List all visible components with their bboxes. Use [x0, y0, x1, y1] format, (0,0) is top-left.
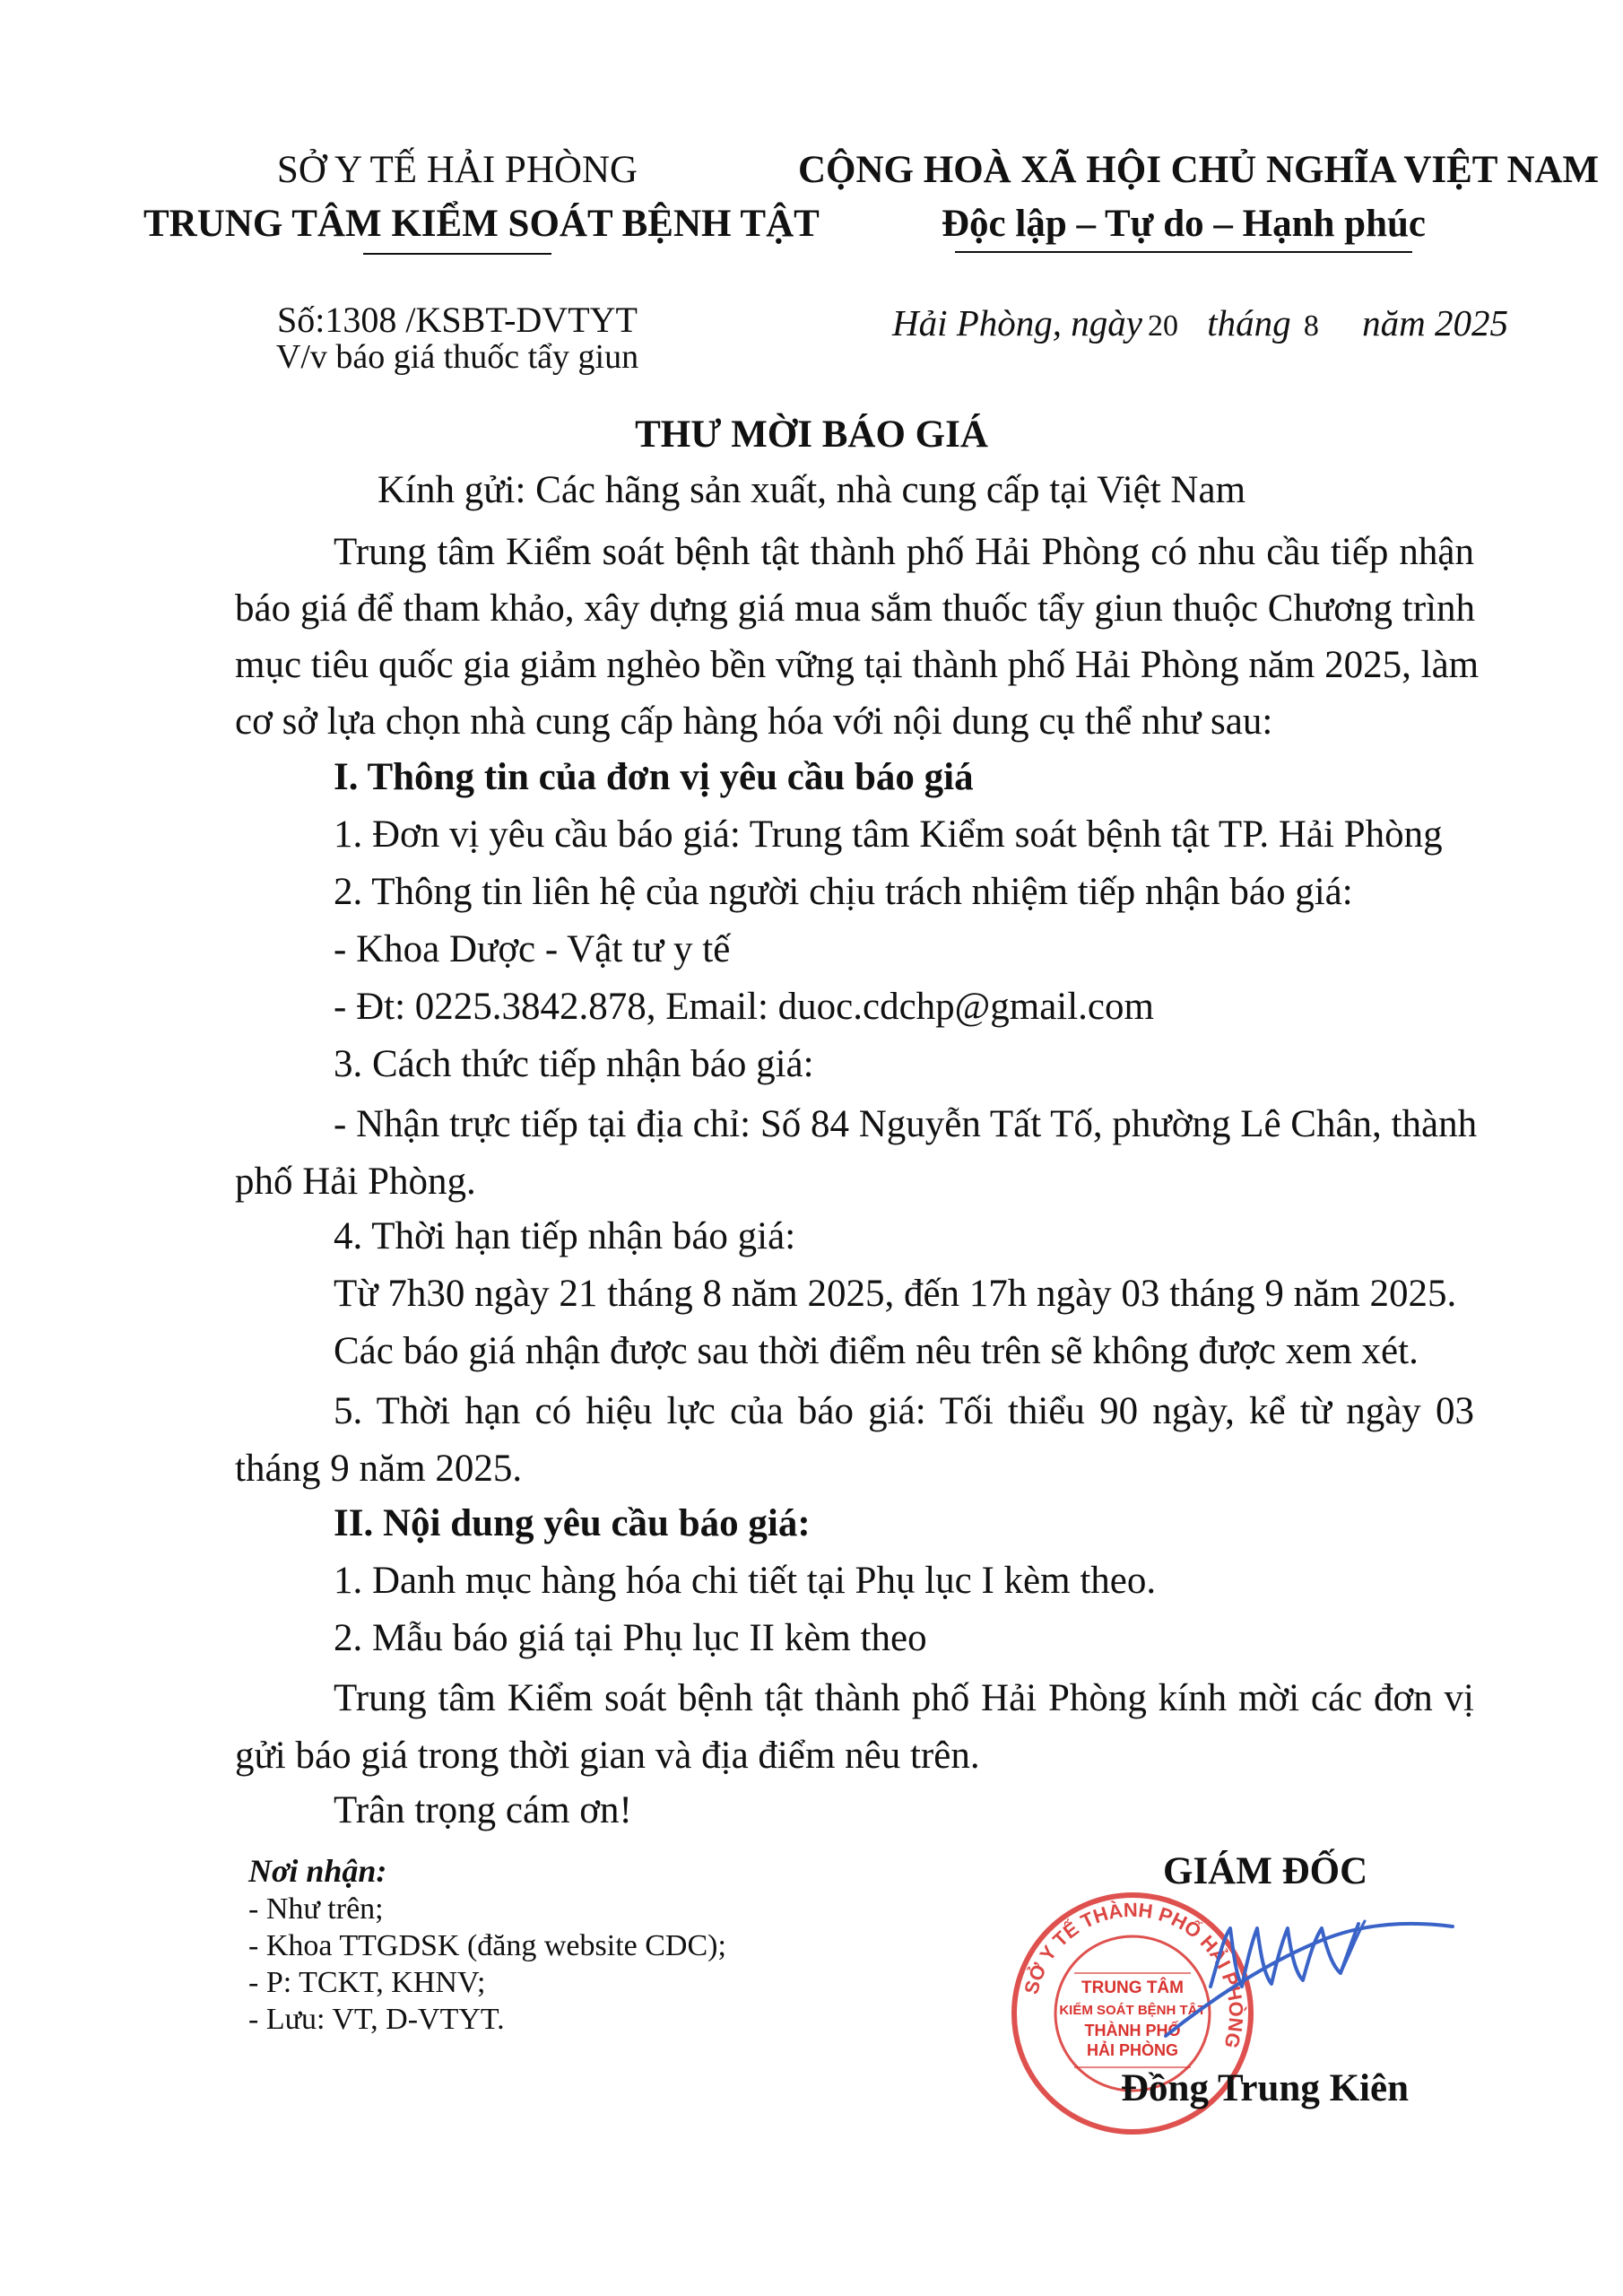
motto: Độc lập – Tự do – Hạnh phúc	[942, 203, 1426, 245]
date-day: 20	[1148, 309, 1178, 343]
recipient-item: - P: TCKT, KHNV;	[248, 1966, 486, 1999]
handwritten-signature	[1157, 1901, 1462, 2054]
address-line: - Nhận trực tiếp tại địa chỉ: Số 84 Nguyễn Tất Tố, phường Lê Chân, thành	[334, 1103, 1478, 1145]
intro-line: báo giá để tham khảo, xây dựng giá mua sắm thuốc tẩy giun thuộc Chương trình	[235, 587, 1475, 630]
receiving-period: Từ 7h30 ngày 21 tháng 8 năm 2025, đến 17h ngày 03 tháng 9 năm 2025.	[334, 1273, 1457, 1315]
section-1-heading: I. Thông tin của đơn vị yêu cầu báo giá	[334, 756, 974, 798]
seal-line: HẢI PHÒNG	[1086, 2041, 1179, 2059]
section-2-item: 1. Danh mục hàng hóa chi tiết tại Phụ lục I kèm theo.	[334, 1560, 1157, 1602]
validity-line: 5. Thời hạn có hiệu lực của báo giá: Tối thiểu 90 ngày, kể từ ngày 03	[334, 1390, 1474, 1432]
signer-role: GIÁM ĐỐC	[1163, 1850, 1368, 1892]
section-1-item: 2. Thông tin liên hệ của người chịu trách nhiệm tiếp nhận báo giá:	[334, 871, 1353, 913]
recipient-item: - Như trên;	[248, 1892, 384, 1926]
section-1-item: 1. Đơn vị yêu cầu báo giá: Trung tâm Kiểm soát bệnh tật TP. Hải Phòng	[334, 813, 1443, 856]
recipients-label: Nơi nhận:	[248, 1853, 387, 1889]
contact-phone-email: - Đt: 0225.3842.878, Email: duoc.cdchp@gmail.com	[334, 986, 1154, 1028]
intro-line: cơ sở lựa chọn nhà cung cấp hàng hóa với nội dung cụ thể như sau:	[235, 700, 1273, 743]
recipient-line: Kính gửi: Các hãng sản xuất, nhà cung cấp tại Việt Nam	[377, 469, 1246, 511]
seal-ring-text: SỞ Y TẾ THÀNH PHỐ HẢI PHÒNG	[1020, 1898, 1248, 2051]
late-note: Các báo giá nhận được sau thời điểm nêu trên sẽ không được xem xét.	[334, 1330, 1419, 1372]
seal-line: THÀNH PHỐ	[1084, 2022, 1181, 2039]
header-left-underline	[363, 253, 551, 255]
document-subject: V/v báo giá thuốc tẩy giun	[275, 338, 639, 376]
section-2-heading: II. Nội dung yêu cầu báo giá:	[334, 1502, 811, 1544]
motto-underline	[955, 251, 1412, 253]
intro-line: mục tiêu quốc gia giảm nghèo bền vững tại thành phố Hải Phòng năm 2025, làm	[235, 644, 1480, 686]
date-prefix: Hải Phòng, ngày	[892, 302, 1142, 344]
contact-department: - Khoa Dược - Vật tư y tế	[334, 928, 731, 970]
section-2-item: 2. Mẫu báo giá tại Phụ lục II kèm theo	[334, 1617, 927, 1659]
recipient-item: - Lưu: VT, D-VTYT.	[248, 2003, 505, 2036]
document-number: Số:1308 /KSBT-DVTYT	[277, 300, 638, 340]
date-month: 8	[1303, 309, 1319, 343]
section-1-item: 4. Thời hạn tiếp nhận báo giá:	[334, 1215, 796, 1257]
thanks-line: Trân trọng cám ơn!	[334, 1789, 632, 1831]
date-year: năm 2025	[1362, 302, 1509, 344]
address-line: phố Hải Phòng.	[235, 1161, 476, 1203]
nation-title: CỘNG HOÀ XÃ HỘI CHỦ NGHĨA VIỆT NAM	[798, 149, 1600, 191]
validity-line: tháng 9 năm 2025.	[235, 1448, 523, 1490]
date-month-label: tháng	[1207, 302, 1291, 344]
section-1-item: 3. Cách thức tiếp nhận báo giá:	[334, 1043, 814, 1085]
date-line	[892, 301, 1508, 344]
seal-line: KIỂM SOÁT BỆNH TẬT	[1059, 2003, 1206, 2018]
intro-line: Trung tâm Kiểm soát bệnh tật thành phố Hải Phòng có nhu cầu tiếp nhận	[334, 531, 1474, 573]
recipient-item: - Khoa TTGDSK (đăng website CDC);	[248, 1929, 726, 1962]
signer-name: Đồng Trung Kiên	[1121, 2067, 1409, 2109]
center-name: TRUNG TÂM KIỂM SOÁT BỆNH TẬT	[143, 203, 820, 245]
seal-line: TRUNG TÂM	[1081, 1979, 1184, 1997]
document-title: THƯ MỜI BÁO GIÁ	[635, 413, 988, 456]
closing-line: gửi báo giá trong thời gian và địa điểm nêu trên.	[235, 1735, 980, 1777]
closing-line: Trung tâm Kiểm soát bệnh tật thành phố Hải Phòng kính mời các đơn vị	[334, 1677, 1474, 1719]
agency-name: SỞ Y TẾ HẢI PHÒNG	[276, 149, 638, 191]
